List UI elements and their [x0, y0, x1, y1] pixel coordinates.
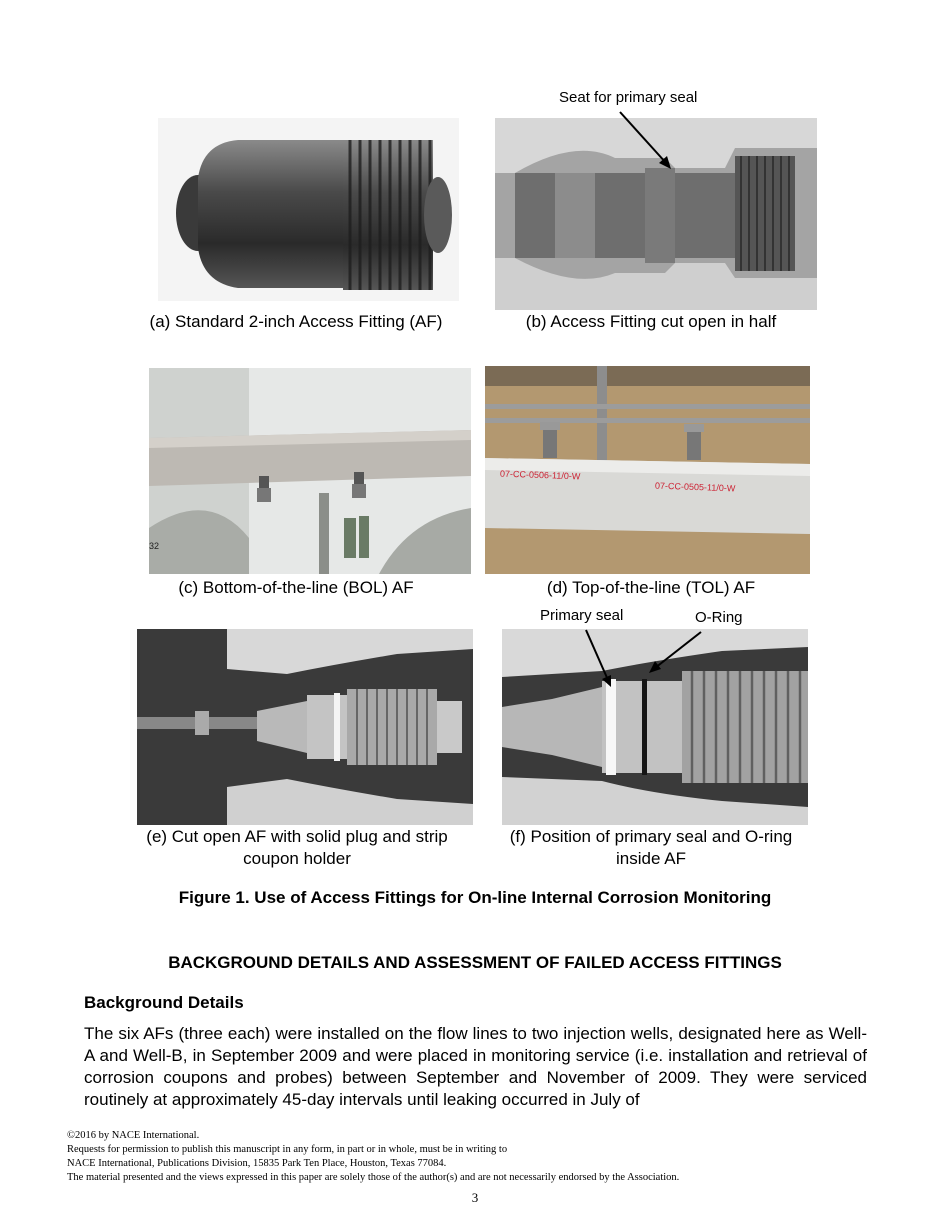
edge-label-32: 32 — [149, 541, 160, 551]
caption-c: (c) Bottom-of-the-line (BOL) AF — [178, 578, 414, 597]
footer-disclaimer: The material presented and the views expressed in this paper are solely those of the author(s) and are not necessarily endorsed by the Association. — [67, 1172, 680, 1183]
arrow-seat-primary-seal — [615, 108, 675, 174]
footer-permission: Requests for permission to publish this manuscript in any form, in part or in whole, must be in writing to — [67, 1144, 508, 1155]
footer-address: NACE International, Publications Division, 15835 Park Ten Place, Houston, Texas 77084. — [67, 1158, 447, 1169]
photo-bol-af — [149, 368, 471, 574]
annotation-primary-seal: Primary seal — [540, 607, 624, 624]
footer-copyright: ©2016 by NACE International. — [67, 1130, 200, 1141]
caption-d: (d) Top-of-the-line (TOL) AF — [546, 578, 756, 597]
caption-e-line1: (e) Cut open AF with solid plug and strip — [146, 827, 448, 846]
caption-e-line2: coupon holder — [243, 849, 351, 868]
page-number: 3 — [471, 1190, 479, 1205]
arrow-o-ring — [645, 628, 707, 676]
arrow-primary-seal — [580, 626, 620, 690]
photo-standard-af — [158, 118, 459, 301]
annotation-seat-primary-seal: Seat for primary seal — [559, 89, 698, 106]
caption-a: (a) Standard 2-inch Access Fitting (AF) — [149, 312, 443, 331]
annotation-o-ring: O-Ring — [695, 609, 743, 626]
pipe-label-2: 07-CC-0505-11/0-W — [654, 480, 736, 494]
caption-f-line2: inside AF — [616, 849, 686, 868]
section-title: BACKGROUND DETAILS AND ASSESSMENT OF FAILED ACCESS FITTINGS — [168, 953, 782, 972]
body-paragraph: The six AFs (three each) were installed on the flow lines to two injection wells, designated here as Well-A and Well-B, in September 2009 and were placed in monitoring service (i.e. installation and retrieval of corrosion coupons and probes) between September and November of 2009. They were serviced routinely at approximately 45-day intervals until leaking occurred in July of — [84, 1024, 867, 1109]
caption-f-line1: (f) Position of primary seal and O-ring — [509, 827, 793, 846]
subsection-title: Background Details — [84, 993, 244, 1012]
pipe-label-1: 07-CC-0506-11/0-W — [499, 468, 581, 482]
caption-f — [486, 826, 816, 870]
caption-b: (b) Access Fitting cut open in half — [525, 312, 777, 331]
figure-title: Figure 1. Use of Access Fittings for On-line Internal Corrosion Monitoring — [178, 888, 772, 907]
footer-notice — [67, 1129, 679, 1185]
photo-cut-open-plug — [137, 629, 473, 825]
caption-e — [110, 826, 484, 870]
